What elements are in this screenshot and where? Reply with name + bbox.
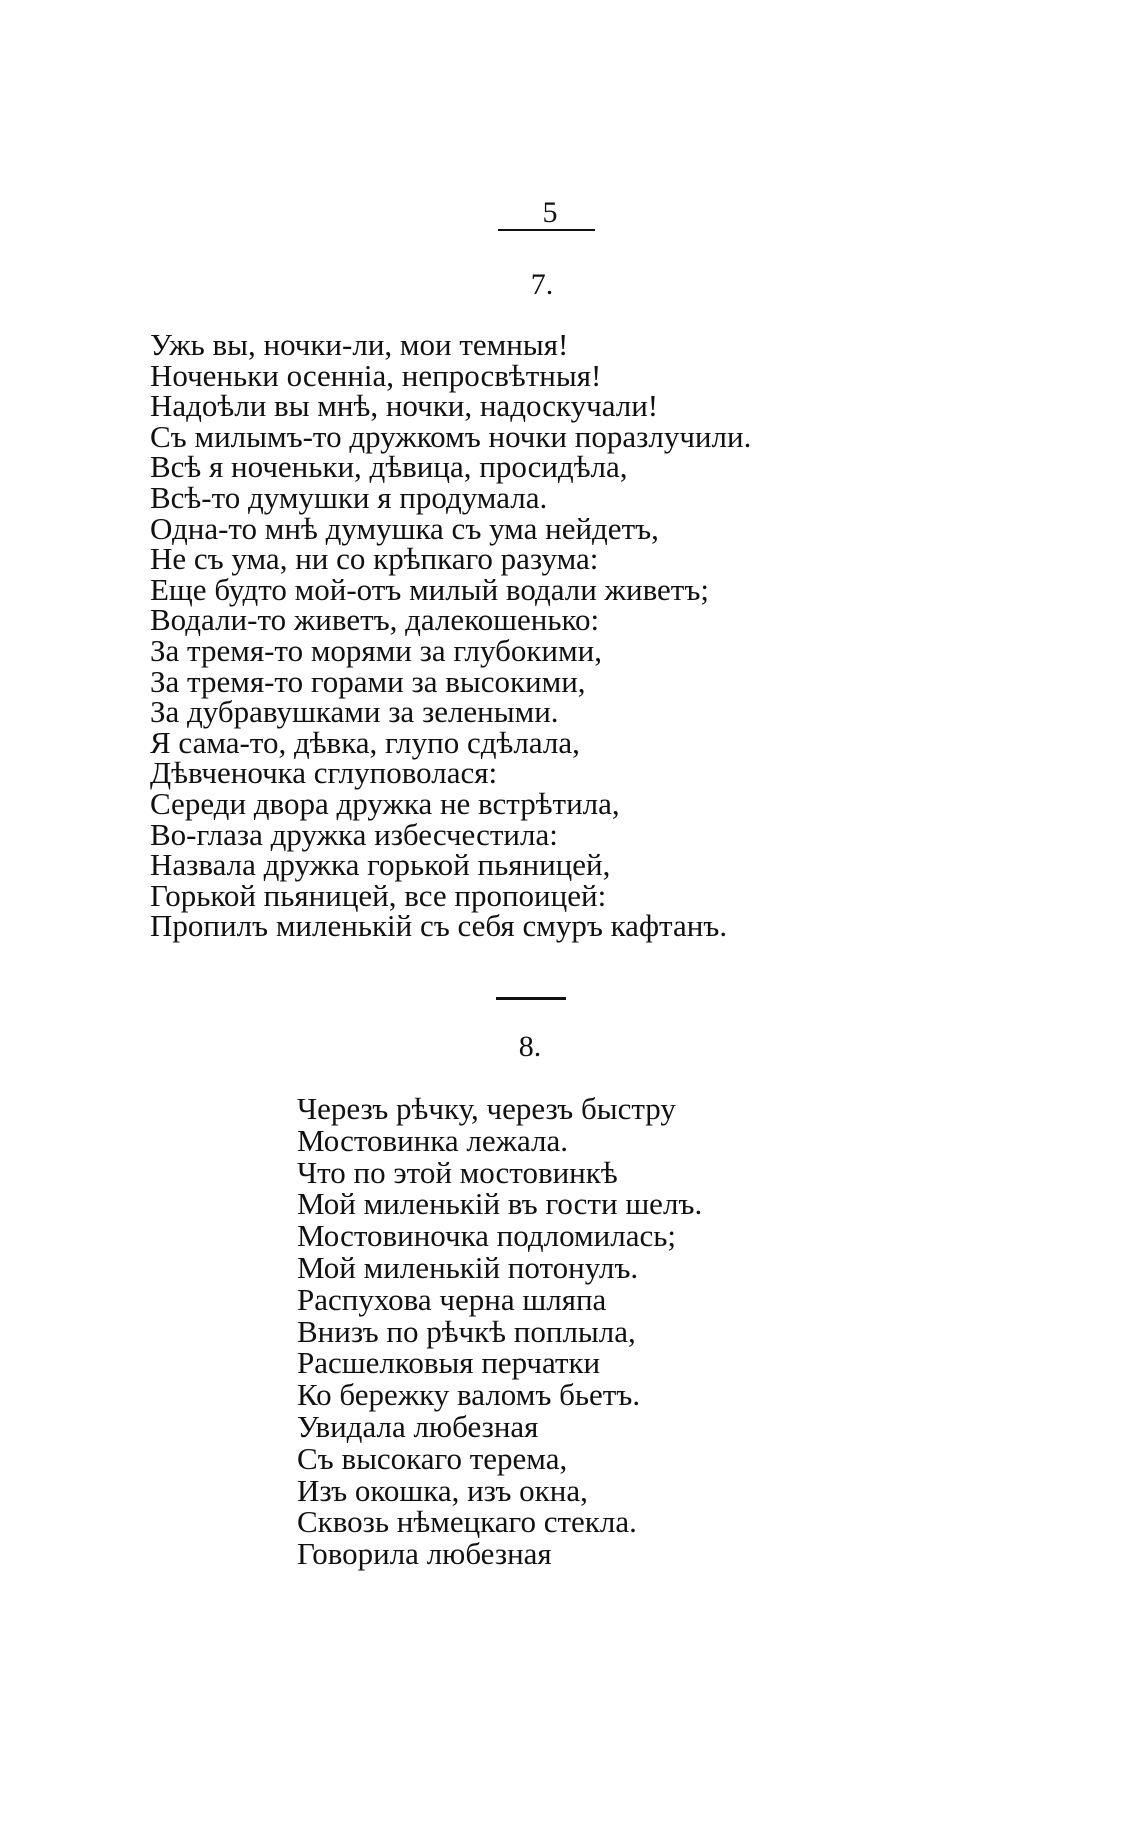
verse-line: Ко бережку валомъ бьетъ.	[297, 1377, 641, 1413]
verse-line: За дубравушками за зелеными.	[150, 694, 559, 730]
verse-line: Мостовинка лежала.	[297, 1122, 569, 1158]
verse-line: Горькой пьяницей, все пропоицей:	[150, 877, 607, 913]
verse-line: За тремя-то морями за глубокими,	[150, 632, 602, 668]
verse-line: Назвала дружка горькой пьяницей,	[150, 847, 611, 883]
section-divider	[496, 997, 566, 1000]
verse-line: Я сама-то, дѣвка, глупо сдѣлала,	[150, 724, 580, 760]
verse-line: Увидала любезная	[297, 1408, 539, 1444]
verse-line: Надоѣли вы мнѣ, ночки, надоскучали!	[150, 388, 659, 424]
poem-8-verse	[297, 1093, 702, 1570]
verse-line: Говорила любезная	[297, 1536, 552, 1572]
verse-line: Что по этой мостовинкѣ	[297, 1154, 618, 1190]
verse-line: Изъ окошка, изъ окна,	[297, 1472, 588, 1508]
verse-line: Не съ ума, ни со крѣпкаго разума:	[150, 541, 599, 577]
verse-line: Мой миленькій потонулъ.	[297, 1249, 639, 1285]
verse-line: Расшелковыя перчатки	[297, 1345, 601, 1381]
verse-line: Мой миленькій въ гости шелъ.	[297, 1186, 703, 1222]
verse-line: Мостовиночка подломилась;	[297, 1218, 676, 1254]
poem-7-verse	[150, 327, 752, 944]
verse-line: Сквозь нѣмецкаго стекла.	[297, 1504, 637, 1540]
verse-line: Всѣ я ноченьки, дѣвица, просидѣла,	[150, 449, 628, 485]
page-number-underline	[498, 229, 595, 231]
verse-line: Во-глаза дружка избесчестила:	[150, 816, 558, 852]
verse-line: Дѣвченочка сглуповолася:	[150, 755, 498, 791]
verse-line: Внизъ по рѣчкѣ поплыла,	[297, 1313, 636, 1349]
verse-line: Ноченьки осенніа, непросвѣтныя!	[150, 357, 602, 393]
verse-line: Распухова черна шляпа	[297, 1281, 607, 1317]
verse-line: Пропилъ миленькій съ себя смуръ кафтанъ.	[150, 908, 728, 944]
verse-line: Еще будто мой-отъ милый водали живетъ;	[150, 571, 709, 607]
poem-heading-7: 7.	[530, 268, 554, 301]
page-number: 5	[542, 196, 558, 229]
poem-heading-8: 8.	[518, 1030, 542, 1063]
verse-line: За тремя-то горами за высокими,	[150, 663, 586, 699]
verse-line: Съ высокаго терема,	[297, 1440, 568, 1476]
verse-line: Одна-то мнѣ думушка съ ума нейдетъ,	[150, 510, 659, 546]
verse-line: Водали-то живетъ, далекошенько:	[150, 602, 600, 638]
verse-line: Середи двора дружка не встрѣтила,	[150, 785, 620, 821]
verse-line: Ужь вы, ночки-ли, мои темныя!	[150, 327, 569, 362]
verse-line: Всѣ-то думушки я продумала.	[150, 479, 548, 515]
verse-line: Черезъ рѣчку, черезъ быстру	[297, 1091, 676, 1126]
verse-line: Съ милымъ-то дружкомъ ночки поразлучили.	[150, 418, 752, 454]
